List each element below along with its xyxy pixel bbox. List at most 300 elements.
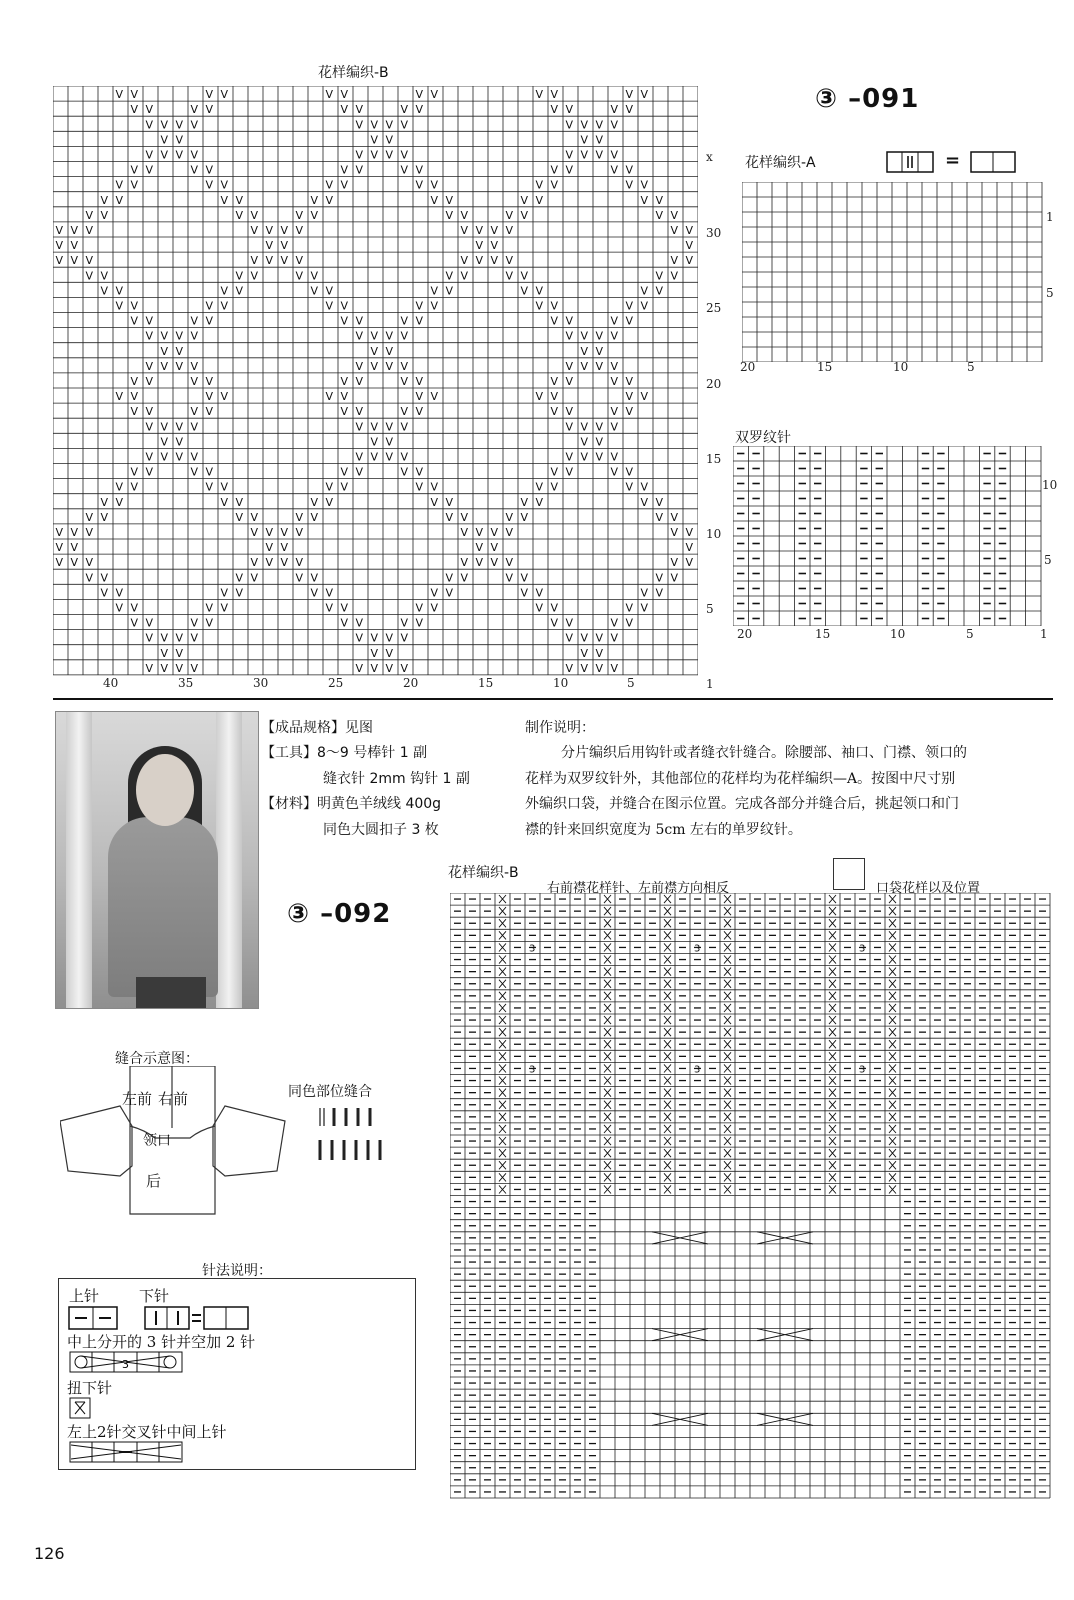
svg-text:V: V: [205, 163, 214, 177]
row-tick-15: 15: [706, 452, 722, 466]
svg-text:V: V: [340, 375, 349, 388]
svg-text:V: V: [595, 344, 604, 358]
svg-text:V: V: [580, 631, 589, 645]
svg-text:V: V: [550, 178, 559, 192]
legend-item3-label: 中上分开的 3 针并空加 2 针: [67, 1333, 256, 1351]
svg-text:V: V: [190, 359, 199, 373]
svg-text:V: V: [190, 450, 199, 464]
svg-text:V: V: [400, 375, 409, 388]
svg-text:V: V: [295, 510, 304, 524]
svg-text:V: V: [250, 269, 259, 283]
svg-text:V: V: [595, 631, 604, 645]
svg-text:V: V: [415, 480, 424, 494]
svg-text:V: V: [280, 239, 289, 253]
svg-text:V: V: [190, 631, 199, 645]
col-tick-15: 15: [478, 676, 494, 690]
svg-text:V: V: [265, 541, 274, 555]
svg-text:V: V: [565, 405, 574, 419]
spec-line: 【成品规格】见图: [261, 720, 373, 736]
svg-text:V: V: [220, 390, 229, 404]
col-tick-10: 10: [553, 676, 569, 690]
svg-text:V: V: [565, 631, 574, 645]
svg-text:V: V: [130, 163, 139, 177]
svg-text:V: V: [370, 148, 379, 162]
svg-text:V: V: [145, 148, 154, 162]
svg-text:V: V: [85, 269, 94, 283]
svg-text:V: V: [385, 646, 394, 660]
svg-text:V: V: [130, 88, 139, 102]
svg-text:V: V: [655, 284, 664, 298]
svg-text:V: V: [115, 495, 124, 509]
col-tick-5: 5: [627, 676, 635, 690]
svg-text:V: V: [220, 601, 229, 615]
svg-text:V: V: [175, 148, 184, 162]
svg-text:V: V: [325, 88, 334, 102]
svg-text:V: V: [175, 631, 184, 645]
svg-text:V: V: [520, 571, 529, 585]
svg-text:V: V: [670, 269, 679, 283]
svg-text:V: V: [430, 390, 439, 404]
svg-text:V: V: [385, 359, 394, 373]
svg-text:V: V: [520, 510, 529, 524]
svg-text:V: V: [340, 616, 349, 630]
svg-text:V: V: [55, 541, 64, 555]
svg-text:V: V: [310, 208, 319, 222]
svg-text:V: V: [205, 103, 214, 117]
svg-text:V: V: [595, 450, 604, 464]
svg-text:V: V: [610, 359, 619, 373]
svg-text:V: V: [550, 405, 559, 419]
svg-text:V: V: [175, 359, 184, 373]
svg-text:V: V: [520, 284, 529, 298]
svg-text:V: V: [310, 571, 319, 585]
svg-text:V: V: [580, 661, 589, 675]
svg-text:3: 3: [122, 1358, 129, 1371]
stitch-legend: [58, 1278, 416, 1470]
svg-text:V: V: [190, 405, 199, 419]
svg-text:V: V: [55, 224, 64, 237]
svg-text:V: V: [85, 510, 94, 524]
svg-text:V: V: [340, 178, 349, 192]
svg-text:V: V: [295, 269, 304, 283]
svg-text:V: V: [220, 178, 229, 192]
svg-text:V: V: [565, 314, 574, 328]
svg-text:V: V: [70, 541, 79, 555]
svg-text:V: V: [625, 103, 634, 117]
svg-text:V: V: [685, 526, 694, 539]
svg-text:V: V: [415, 103, 424, 117]
svg-text:V: V: [370, 631, 379, 645]
svg-text:V: V: [130, 375, 139, 388]
svg-text:V: V: [340, 88, 349, 102]
rib-col-tick-10: 10: [890, 627, 906, 641]
svg-text:V: V: [520, 269, 529, 283]
svg-text:V: V: [595, 435, 604, 449]
svg-text:V: V: [430, 480, 439, 494]
svg-text:V: V: [100, 193, 109, 207]
rib-col-tick-20: 20: [737, 627, 753, 641]
svg-text:V: V: [460, 208, 469, 222]
svg-text:V: V: [550, 616, 559, 630]
svg-text:V: V: [445, 495, 454, 509]
row-tick-20: 20: [706, 377, 722, 391]
svg-text:V: V: [595, 420, 604, 434]
svg-text:V: V: [100, 284, 109, 298]
svg-text:V: V: [625, 390, 634, 404]
svg-text:V: V: [580, 148, 589, 162]
chart-a-title: 花样编织-A: [745, 155, 816, 171]
svg-text:V: V: [310, 284, 319, 298]
svg-text:V: V: [550, 480, 559, 494]
svg-text:V: V: [235, 586, 244, 600]
svg-text:V: V: [535, 178, 544, 192]
svg-text:V: V: [610, 375, 619, 388]
svg-text:V: V: [595, 329, 604, 343]
svg-text:V: V: [550, 299, 559, 313]
col-tick-25: 25: [328, 676, 344, 690]
svg-text:V: V: [625, 178, 634, 192]
svg-text:V: V: [370, 450, 379, 464]
svg-text:3: 3: [859, 943, 866, 955]
svg-text:V: V: [130, 465, 139, 479]
instructions-line-3: 外编织口袋，并缝合在图示位置。完成各部分并缝合后，挑起领口和门: [525, 796, 959, 812]
svg-text:V: V: [550, 314, 559, 328]
tools-line-1: 【工具】8～9 号棒针 1 副: [261, 745, 428, 761]
svg-text:V: V: [190, 329, 199, 343]
svg-text:V: V: [505, 510, 514, 524]
svg-text:V: V: [565, 465, 574, 479]
svg-text:V: V: [685, 224, 694, 237]
svg-text:V: V: [490, 254, 499, 268]
svg-text:V: V: [160, 148, 169, 162]
svg-text:V: V: [190, 661, 199, 675]
row-tick-25: 25: [706, 301, 722, 315]
svg-text:V: V: [70, 254, 79, 268]
svg-text:V: V: [130, 390, 139, 404]
svg-text:V: V: [535, 299, 544, 313]
svg-text:V: V: [220, 586, 229, 600]
svg-text:V: V: [145, 465, 154, 479]
svg-text:V: V: [295, 224, 304, 237]
svg-text:V: V: [100, 269, 109, 283]
svg-text:V: V: [370, 359, 379, 373]
svg-text:V: V: [535, 601, 544, 615]
svg-text:V: V: [325, 193, 334, 207]
svg-text:V: V: [595, 133, 604, 147]
svg-text:V: V: [640, 88, 649, 102]
svg-text:V: V: [505, 224, 514, 237]
rib-right-tick-5: 5: [1044, 553, 1052, 567]
svg-text:V: V: [610, 420, 619, 434]
svg-text:V: V: [175, 435, 184, 449]
svg-text:V: V: [415, 163, 424, 177]
svg-text:V: V: [415, 299, 424, 313]
svg-text:V: V: [685, 541, 694, 555]
svg-text:V: V: [445, 586, 454, 600]
svg-text:V: V: [175, 450, 184, 464]
svg-text:V: V: [160, 420, 169, 434]
svg-text:V: V: [460, 526, 469, 539]
svg-text:V: V: [625, 616, 634, 630]
svg-text:V: V: [430, 178, 439, 192]
svg-text:V: V: [370, 133, 379, 147]
col-tick-40: 40: [103, 676, 119, 690]
legend-knit-label: 上针: [69, 1287, 100, 1305]
svg-text:V: V: [400, 148, 409, 162]
svg-text:V: V: [655, 269, 664, 283]
svg-text:V: V: [610, 405, 619, 419]
chart-b-bottom-note: 右前襟花样针、左前襟方向相反: [547, 881, 730, 896]
svg-text:V: V: [610, 616, 619, 630]
svg-text:V: V: [355, 103, 364, 117]
svg-text:V: V: [580, 118, 589, 132]
svg-text:V: V: [235, 495, 244, 509]
svg-text:V: V: [580, 344, 589, 358]
svg-text:V: V: [415, 465, 424, 479]
svg-text:V: V: [625, 88, 634, 102]
svg-text:V: V: [565, 375, 574, 388]
svg-text:V: V: [625, 405, 634, 419]
a-right-tick-5: 5: [1046, 286, 1054, 300]
svg-text:V: V: [250, 254, 259, 268]
svg-text:V: V: [385, 450, 394, 464]
rib-col-tick-1: 1: [1040, 627, 1048, 641]
svg-text:V: V: [175, 329, 184, 343]
svg-text:V: V: [250, 208, 259, 222]
svg-text:V: V: [430, 601, 439, 615]
svg-text:V: V: [85, 571, 94, 585]
svg-text:V: V: [190, 163, 199, 177]
svg-text:V: V: [595, 359, 604, 373]
a-col-tick-10: 10: [893, 360, 909, 374]
svg-text:V: V: [640, 284, 649, 298]
svg-text:V: V: [145, 405, 154, 419]
svg-text:V: V: [205, 390, 214, 404]
svg-text:V: V: [340, 465, 349, 479]
svg-text:V: V: [70, 556, 79, 570]
svg-text:V: V: [370, 420, 379, 434]
svg-text:V: V: [325, 586, 334, 600]
svg-text:V: V: [415, 178, 424, 192]
svg-text:V: V: [355, 359, 364, 373]
svg-text:V: V: [85, 208, 94, 222]
svg-text:V: V: [175, 420, 184, 434]
svg-text:V: V: [70, 526, 79, 539]
svg-text:V: V: [70, 239, 79, 253]
svg-text:V: V: [535, 193, 544, 207]
svg-text:V: V: [505, 208, 514, 222]
svg-text:V: V: [130, 299, 139, 313]
seam-stitch-marks: [316, 1106, 386, 1164]
seam-label-neckline: 领口: [143, 1133, 171, 1149]
svg-text:V: V: [445, 269, 454, 283]
svg-text:V: V: [355, 314, 364, 328]
svg-text:V: V: [520, 495, 529, 509]
section-divider: [53, 698, 1053, 700]
svg-text:V: V: [340, 163, 349, 177]
legend-item5-label: 左上2针交叉针中间上针: [67, 1423, 227, 1441]
svg-text:V: V: [385, 631, 394, 645]
svg-text:V: V: [235, 284, 244, 298]
svg-text:V: V: [535, 495, 544, 509]
svg-text:V: V: [550, 88, 559, 102]
svg-text:V: V: [490, 224, 499, 237]
svg-text:V: V: [160, 359, 169, 373]
svg-text:V: V: [340, 480, 349, 494]
svg-text:V: V: [475, 254, 484, 268]
svg-text:V: V: [145, 631, 154, 645]
svg-text:V: V: [625, 480, 634, 494]
svg-text:V: V: [640, 178, 649, 192]
svg-text:V: V: [205, 178, 214, 192]
svg-text:V: V: [445, 510, 454, 524]
svg-text:V: V: [220, 495, 229, 509]
svg-text:V: V: [190, 465, 199, 479]
svg-text:V: V: [625, 163, 634, 177]
svg-text:V: V: [355, 631, 364, 645]
svg-text:V: V: [130, 616, 139, 630]
svg-text:V: V: [355, 118, 364, 132]
svg-text:V: V: [160, 435, 169, 449]
svg-text:V: V: [460, 254, 469, 268]
svg-text:V: V: [325, 480, 334, 494]
svg-text:V: V: [445, 284, 454, 298]
svg-text:V: V: [130, 178, 139, 192]
svg-text:V: V: [400, 118, 409, 132]
svg-text:V: V: [400, 314, 409, 328]
svg-text:V: V: [640, 390, 649, 404]
svg-text:V: V: [535, 390, 544, 404]
svg-text:V: V: [235, 571, 244, 585]
svg-text:V: V: [250, 224, 259, 237]
legend-item3-symbol: [69, 1351, 184, 1373]
svg-text:V: V: [400, 359, 409, 373]
row-tick-x: x: [706, 150, 713, 164]
svg-text:V: V: [205, 480, 214, 494]
a-col-tick-20: 20: [740, 360, 756, 374]
svg-text:V: V: [145, 661, 154, 675]
svg-text:V: V: [175, 344, 184, 358]
svg-text:V: V: [475, 541, 484, 555]
svg-text:V: V: [145, 163, 154, 177]
svg-text:V: V: [220, 88, 229, 102]
svg-text:V: V: [295, 571, 304, 585]
svg-text:V: V: [400, 329, 409, 343]
instructions-line-1: 分片编织后用钩针或者缝衣针缝合。除腰部、袖口、门襟、领口的: [561, 745, 967, 761]
svg-text:V: V: [430, 284, 439, 298]
svg-text:V: V: [130, 601, 139, 615]
svg-text:V: V: [580, 420, 589, 434]
svg-text:V: V: [235, 208, 244, 222]
svg-text:V: V: [250, 571, 259, 585]
svg-text:V: V: [550, 601, 559, 615]
svg-text:V: V: [175, 646, 184, 660]
svg-text:V: V: [400, 163, 409, 177]
svg-text:V: V: [505, 269, 514, 283]
svg-text:V: V: [565, 450, 574, 464]
svg-text:V: V: [415, 375, 424, 388]
svg-text:V: V: [670, 571, 679, 585]
svg-text:V: V: [55, 254, 64, 268]
rib-chart-grid: [733, 446, 1043, 626]
svg-text:V: V: [595, 646, 604, 660]
svg-text:V: V: [310, 495, 319, 509]
svg-text:V: V: [640, 193, 649, 207]
svg-text:V: V: [550, 163, 559, 177]
a-right-tick-1: 1: [1046, 210, 1054, 224]
svg-text:V: V: [355, 420, 364, 434]
svg-text:V: V: [460, 571, 469, 585]
svg-text:V: V: [415, 88, 424, 102]
legend-item4-label: 扭下针: [67, 1379, 113, 1397]
rib-col-tick-15: 15: [815, 627, 831, 641]
svg-text:V: V: [580, 450, 589, 464]
pattern-number-091: ③ –091: [815, 84, 920, 114]
svg-text:V: V: [370, 118, 379, 132]
svg-text:V: V: [115, 88, 124, 102]
svg-text:V: V: [490, 556, 499, 570]
svg-text:V: V: [355, 375, 364, 388]
materials-line-1: 【材料】明黄色羊绒线 400g: [261, 796, 442, 812]
svg-text:V: V: [460, 269, 469, 283]
svg-text:3: 3: [694, 943, 701, 955]
svg-text:V: V: [625, 375, 634, 388]
svg-text:V: V: [190, 420, 199, 434]
svg-text:V: V: [535, 480, 544, 494]
svg-text:V: V: [385, 118, 394, 132]
model-photo: [55, 711, 259, 1009]
svg-text:V: V: [325, 178, 334, 192]
svg-text:V: V: [610, 450, 619, 464]
svg-text:V: V: [115, 178, 124, 192]
svg-text:V: V: [355, 465, 364, 479]
svg-text:V: V: [100, 586, 109, 600]
svg-text:V: V: [115, 193, 124, 207]
svg-text:V: V: [475, 224, 484, 237]
svg-text:V: V: [190, 148, 199, 162]
svg-text:V: V: [490, 239, 499, 253]
svg-text:V: V: [85, 224, 94, 237]
svg-text:V: V: [235, 510, 244, 524]
svg-text:V: V: [295, 254, 304, 268]
svg-text:V: V: [670, 224, 679, 237]
chart-b-top-grid: [53, 86, 698, 678]
svg-text:V: V: [565, 329, 574, 343]
svg-text:V: V: [610, 329, 619, 343]
svg-text:V: V: [640, 299, 649, 313]
svg-text:V: V: [340, 405, 349, 419]
svg-text:V: V: [70, 224, 79, 237]
svg-text:V: V: [445, 193, 454, 207]
instructions-line-2: 花样为双罗纹针外，其他部位的花样均为花样编织—A。按图中尺寸别: [525, 771, 956, 787]
svg-text:V: V: [580, 133, 589, 147]
svg-text:V: V: [265, 224, 274, 237]
svg-text:V: V: [55, 526, 64, 539]
svg-text:V: V: [385, 420, 394, 434]
svg-text:V: V: [295, 208, 304, 222]
svg-text:V: V: [685, 556, 694, 570]
svg-text:V: V: [250, 510, 259, 524]
pocket-note: 口袋花样以及位置: [876, 881, 981, 896]
svg-text:V: V: [460, 556, 469, 570]
svg-text:V: V: [655, 208, 664, 222]
row-tick-1: 1: [706, 677, 714, 691]
svg-text:V: V: [460, 510, 469, 524]
legend-purl-label: 下针: [139, 1287, 170, 1305]
svg-text:V: V: [190, 314, 199, 328]
svg-text:V: V: [295, 526, 304, 539]
svg-text:V: V: [670, 208, 679, 222]
